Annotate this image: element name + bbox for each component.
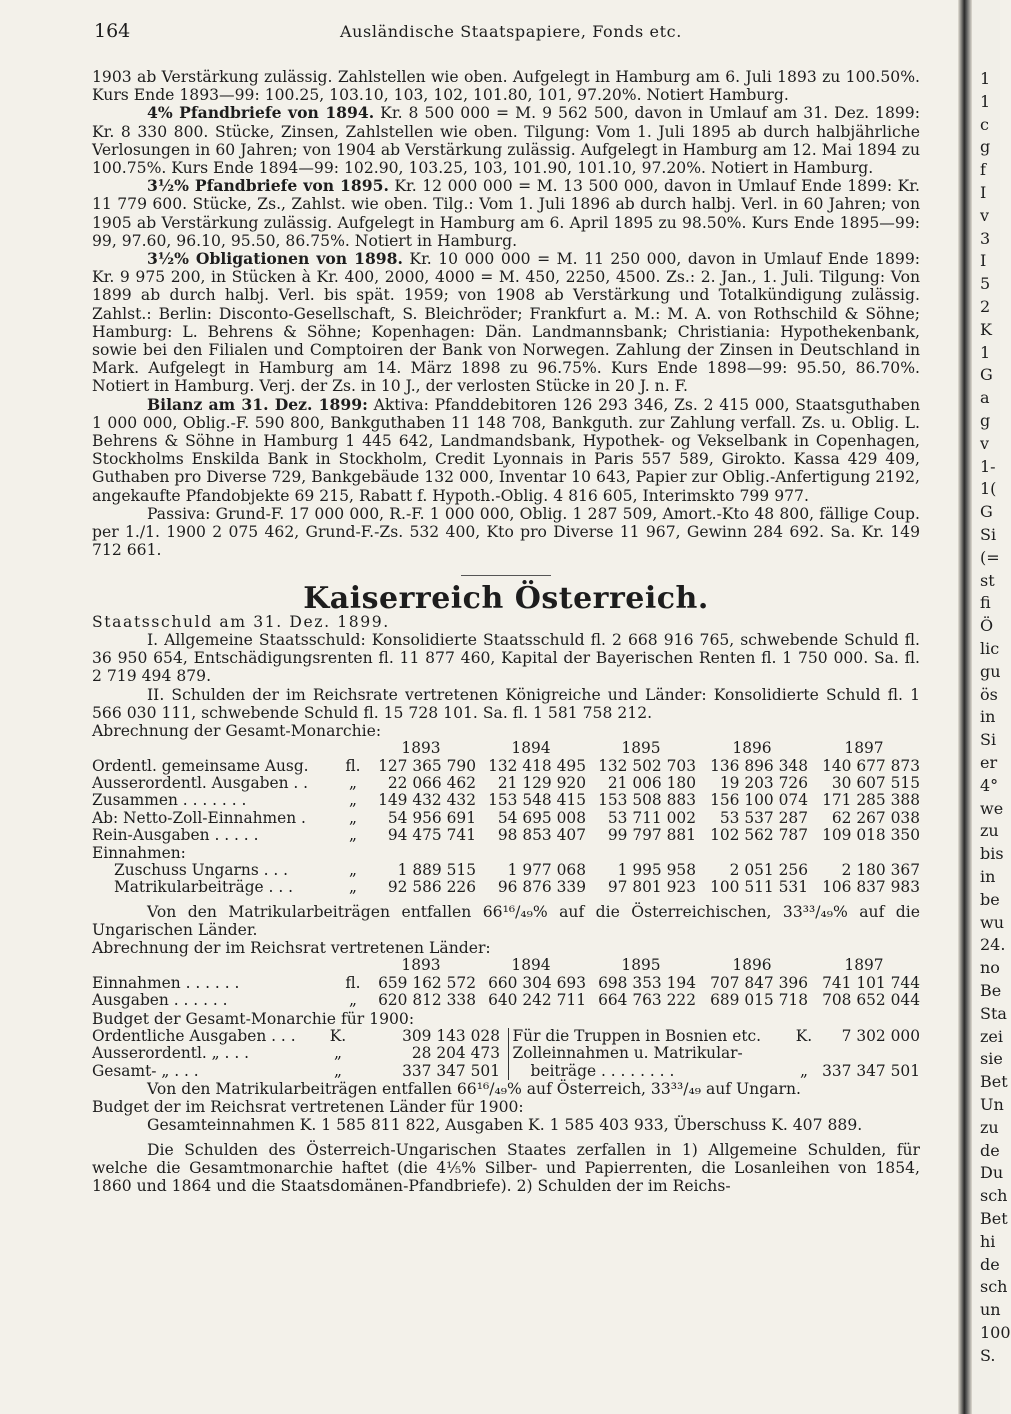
year-header: 1894 — [511, 956, 551, 975]
budget-left-unit: „ — [334, 1061, 342, 1080]
intro-paragraph-1: 1903 ab Verstärkung zulässig. Zahlstellen wie oben. Aufgelegt in Hamburg am 6. Juli 1893 zu 100.50%. Kurs Ende 1893—99: 100.25, 103.10, 103, 102, 101.80, 101, 97.20%. Notiert Hamburg. — [92, 68, 920, 105]
row-label: Ausgaben . . . . . . — [92, 991, 228, 1010]
cell: 664 763 222 — [598, 991, 696, 1010]
cell: 132 502 703 — [598, 756, 696, 775]
adjacent-page-glyph: Be — [980, 981, 1002, 1000]
budget-right-label: Für die Truppen in Bosnien etc. — [512, 1026, 762, 1045]
adjacent-page-glyph: wu — [980, 912, 1004, 932]
adjacent-page-glyph: zei — [980, 1026, 1004, 1046]
adjacent-page-glyph: lic — [980, 639, 1000, 658]
cell: 156 100 074 — [710, 791, 808, 810]
closing-paragraph: Die Schulden des Österreich-Ungarischen Staates zerfallen in 1) Allgemeine Schulden, für welche die Gesamtmonarchie haftet (die 4⅕% Silber- und Papierrenten, die Losanleihen von 1854, 1860 und 1864 und die Staatsdomänen-Pfandbriefe). 2) Schulden der im Reichs- — [92, 1140, 920, 1196]
adjacent-page-glyph: Bet — [980, 1072, 1008, 1092]
state-debt-paragraph-1: I. Allgemeine Staatsschuld: Konsolidierte Staatsschuld fl. 2 668 916 765, schwebende Schuld fl. 36 950 654, Entschädigungsrenten fl. 11 877 460, Kapital der Bayerischen Renten fl. 1 750 000. Sa. fl. 2 719 494 879. — [92, 630, 920, 686]
table-subheading-row — [92, 845, 920, 862]
table-row — [92, 1063, 920, 1080]
table2-year-row — [92, 957, 920, 974]
budget-left-value: 309 143 028 — [402, 1026, 500, 1045]
adjacent-page-glyph: 1( — [980, 479, 997, 499]
adjacent-page-glyph: un — [980, 1300, 1001, 1320]
row-label: Rein-Ausgaben . . . . . — [92, 826, 259, 845]
row-label: Einnahmen . . . . . . — [92, 973, 240, 992]
adjacent-page-glyph: v — [980, 433, 990, 453]
cell: 21 129 920 — [497, 773, 586, 792]
cell: 640 242 711 — [488, 991, 586, 1010]
row-label: Zuschuss Ungarns . . . — [114, 860, 289, 879]
budget-right-unit: „ — [800, 1061, 808, 1080]
text-column — [92, 68, 920, 1195]
row-unit: „ — [349, 991, 357, 1010]
year-header: 1893 — [401, 956, 441, 975]
cell: 53 537 287 — [719, 808, 808, 827]
adjacent-page-glyph: I — [980, 183, 987, 202]
budget-caption: Budget der Gesamt-Monarchie für 1900: — [92, 1009, 415, 1028]
adjacent-page-glyph: in — [980, 867, 996, 886]
monarchy-accounts-table — [92, 740, 920, 897]
row-label: Ab: Netto-Zoll-Einnahmen . — [92, 808, 306, 827]
cell: 62 267 038 — [831, 808, 920, 827]
cell: 106 837 983 — [822, 878, 920, 897]
cell: 19 203 726 — [719, 773, 808, 792]
adjacent-page-glyph: Si — [980, 525, 997, 544]
adjacent-page-glyph: g — [980, 411, 991, 430]
adjacent-page-glyph: 5 — [980, 274, 991, 294]
cell: 149 432 432 — [378, 791, 476, 810]
adjacent-page-glyph: ös — [980, 684, 998, 704]
budget-left-label: Ordentliche Ausgaben . . . — [92, 1026, 296, 1045]
cell: 698 353 194 — [598, 973, 696, 992]
adjacent-page-glyph: sie — [980, 1049, 1003, 1069]
cell: 53 711 002 — [607, 808, 696, 827]
adjacent-page-glyph: be — [980, 889, 1000, 909]
adjacent-page-glyph: 4° — [980, 775, 999, 795]
row-label: Ordentl. gemeinsame Ausg. — [92, 756, 309, 775]
row-unit: fl. — [345, 756, 361, 775]
budget2-caption: Budget der im Reichsrat vertretenen Länder für 1900: — [92, 1098, 524, 1117]
budget-note: Von den Matrikularbeiträgen entfallen 66¹⁶/₄₉% auf Österreich, 33³³/₄₉ auf Ungarn. — [147, 1080, 801, 1099]
adjacent-page-glyph: 100 — [980, 1323, 1011, 1342]
table-row — [92, 1045, 920, 1062]
table-row — [92, 792, 920, 809]
row-label: Matrikularbeiträge . . . — [114, 878, 294, 897]
adjacent-page-glyph: c — [980, 114, 989, 134]
page-number: 164 — [94, 20, 131, 42]
year-header: 1894 — [511, 739, 551, 758]
budget-left-value: 337 347 501 — [402, 1061, 500, 1080]
adjacent-page-glyph: zu — [980, 1117, 999, 1137]
adjacent-page-glyph: Sta — [980, 1003, 1007, 1023]
balance-passiva-paragraph: Passiva: Grund-F. 17 000 000, R.-F. 1 000 000, Oblig. 1 287 509, Amort.-Kto 48 800, fällige Coup. per 1./1. 1900 2 075 462, Grund-F.-Zs. 532 400, Kto pro Diverse 11 967, Gewinn 284 692. Sa. Kr. 149 712 661. — [92, 504, 920, 560]
cell: 109 018 350 — [822, 826, 920, 845]
adjacent-page-glyph: f — [980, 160, 986, 180]
adjacent-page-glyph: st — [980, 570, 995, 590]
row-unit: fl. — [345, 973, 361, 992]
year-header: 1895 — [621, 739, 661, 758]
table2-caption: Abrechnung der im Reichsrat vertretenen Länder: — [92, 939, 491, 958]
budget-left-unit: „ — [334, 1044, 342, 1063]
adjacent-page-glyph: sch — [980, 1186, 1008, 1206]
balance-aktiva-paragraph: Bilanz am 31. Dez. 1899: Aktiva: Pfanddebitoren 126 293 346, Zs. 2 415 000, Staatsguthaben 1 000 000, Oblig.-F. 590 800, Bankguthaben 11 148 708, Bankguth. zur Zahlung verfall. Zs. u. Oblig. L. Behrens & Söhne in Hamburg 1 445 642, Landmandsbank, Hypothek- og Vekselbank in Copenhagen, Stockholms Enskilda Bank in Stockholm, Credit Lyonnais in Paris 557 589, Girokto. Kassa 429 409, Guthaben pro Diverse 729, Bankgebäude 132 000, Inventar 10 643, Papier zur Oblig.-Anfertigung 2192, angekaufte Pfandobjekte 69 215, Rabatt f. Hypoth.-Oblig. 4 816 605, Interimskto 799 977. — [92, 394, 920, 505]
adjacent-page-glyph: gu — [980, 661, 1001, 681]
cell: 1 889 515 — [397, 860, 476, 879]
adjacent-page-glyph: fi — [980, 593, 991, 613]
cell: 659 162 572 — [378, 973, 476, 992]
table-row — [92, 827, 920, 844]
cell: 660 304 693 — [488, 973, 586, 992]
table-row — [92, 1028, 920, 1045]
cell: 21 006 180 — [607, 773, 696, 792]
cell: 127 365 790 — [378, 756, 476, 775]
table-row — [92, 758, 920, 775]
budget2-line: Gesamteinnahmen K. 1 585 811 822, Ausgaben K. 1 585 403 933, Überschuss K. 407 889. — [147, 1116, 863, 1135]
budget-left-unit: K. — [329, 1026, 347, 1045]
adjacent-page-glyph: 24. — [980, 935, 1006, 955]
adjacent-page-glyph: de — [980, 1140, 1000, 1160]
adjacent-page-glyph: 1 — [980, 91, 991, 111]
row-unit: „ — [349, 860, 357, 879]
row-unit: „ — [349, 826, 357, 845]
adjacent-page-glyph: G — [980, 365, 993, 385]
table-row — [92, 992, 920, 1009]
adjacent-page-glyph: Bet — [980, 1209, 1008, 1228]
cell: 99 797 881 — [607, 826, 696, 845]
budget-right-value — [818, 1045, 920, 1062]
adjacent-page-glyph: sch — [980, 1277, 1008, 1297]
section-divider — [461, 575, 551, 576]
budget-left-label: Gesamt- „ . . . — [92, 1061, 199, 1080]
row-unit: „ — [349, 773, 357, 792]
adjacent-page-fragment — [972, 0, 1011, 1414]
table-row — [92, 975, 920, 992]
budget-left-value: 28 204 473 — [411, 1044, 500, 1063]
table-row — [92, 775, 920, 792]
cell: 708 652 044 — [822, 991, 920, 1010]
cell: 689 015 718 — [710, 991, 808, 1010]
row-unit: „ — [349, 808, 357, 827]
running-title: Ausländische Staatspapiere, Fonds etc. — [340, 22, 682, 41]
adjacent-page-glyph: 1 — [980, 342, 991, 362]
cell: 22 066 462 — [387, 773, 476, 792]
adjacent-page-glyph: no — [980, 958, 1000, 978]
budget-right-label: Zolleinnahmen u. Matrikular- — [512, 1044, 743, 1063]
adjacent-page-glyph: v — [980, 205, 990, 225]
cell: 92 586 226 — [387, 878, 476, 897]
adjacent-page-glyph: we — [980, 798, 1004, 818]
cell: 2 051 256 — [729, 860, 808, 879]
adjacent-page-glyph: Du — [980, 1163, 1004, 1183]
table1-caption: Abrechnung der Gesamt-Monarchie: — [92, 721, 382, 740]
cell: 153 508 883 — [598, 791, 696, 810]
year-header: 1896 — [732, 956, 772, 975]
year-header: 1895 — [621, 956, 661, 975]
intro-paragraph-2: 4% Pfandbriefe von 1894. Kr. 8 500 000 = M. 9 562 500, davon in Umlauf am 31. Dez. 1899: Kr. 8 330 800. Stücke, Zinsen, Zahlstellen wie oben. Tilgung: Vom 1. Juli 1895 ab durch halbjährliche Verlosungen in 60 Jahren; von 1904 ab Verstärkung zulässig. Aufgelegt in Hamburg am 12. Mai 1894 zu 100.75%. Kurs Ende 1894—99: 102.90, 103.25, 103, 101.90, 101.10, 97.20%. Notiert in Hamburg. — [92, 103, 920, 178]
year-header: 1897 — [844, 739, 884, 758]
budget-table — [92, 1028, 920, 1080]
table1-note: Von den Matrikularbeiträgen entfallen 66¹⁶/₄₉% auf die Österreichischen, 33³³/₄₉% auf die Ungarischen Länder. — [92, 902, 920, 939]
table-row — [92, 879, 920, 896]
year-header: 1893 — [401, 739, 441, 758]
adjacent-page-glyph: Un — [980, 1095, 1004, 1114]
cell: 132 418 495 — [488, 756, 586, 775]
subheading-label: Einnahmen: — [92, 843, 186, 862]
adjacent-page-glyph: zu — [980, 821, 999, 841]
table-row — [92, 862, 920, 879]
cell: 1 995 958 — [617, 860, 696, 879]
cell: 98 853 407 — [497, 826, 586, 845]
adjacent-page-glyph: 3 — [980, 228, 991, 248]
cell: 140 677 873 — [822, 756, 920, 775]
cell: 100 511 531 — [710, 878, 808, 897]
cell: 94 475 741 — [387, 826, 476, 845]
intro-paragraph-4: 3½% Obligationen von 1898. Kr. 10 000 000 = M. 11 250 000, davon in Umlauf Ende 1899: Kr. 9 975 200, in Stücken à Kr. 400, 2000, 4000 = M. 450, 2250, 4500. Zs.: 2. Jan., 1. Juli. Tilgung: Von 1899 ab durch halbj. Verl. bis spät. 1959; von 1908 ab Verstärkung und Totalkündigung zulässig. Zahlst.: Berlin: Disconto-Gesellschaft, S. Bleichröder; Frankfurt a. M.: M. A. von Rothschild & Söhne; Hamburg: L. Behrens & Söhne; Kopenhagen: Dän. Landmannsbank; Christiania: Hypothekenbank, sowie bei den Filialen und Comptoiren der Bank von Norwegen. Zahlung der Zinsen in Deutschland in Mark. Aufgelegt in Hamburg am 14. März 1898 zu 96.75%. Kurs Ende 1898—99: 95.50, 86.70%. Notiert in Hamburg. Verj. der Zs. in 10 J., der verlosten Stücke in 20 J. n. F. — [92, 249, 920, 396]
row-label: Zusammen . . . . . . . — [92, 791, 247, 810]
cell: 707 847 396 — [710, 973, 808, 992]
table1-year-row — [92, 740, 920, 757]
intro-paragraph-3: 3½% Pfandbriefe von 1895. Kr. 12 000 000 = M. 13 500 000, davon in Umlauf Ende 1899: Kr. 11 779 600. Stücke, Zs., Zahlst. wie oben. Tilg.: Vom 1. Juli 1896 ab durch halbj. Verl. in 60 Jahren; von 1905 ab Verstärkung zulässig. Aufgelegt in Hamburg am 6. April 1895 zu 98.50%. Kurs Ende 1895—99: 99, 97.60, 96.10, 95.50, 86.75%. Notiert in Hamburg. — [92, 176, 921, 250]
adjacent-page-glyph: G — [980, 502, 993, 522]
adjacent-page-glyph: (= — [980, 547, 1000, 567]
year-header: 1897 — [844, 956, 884, 975]
adjacent-page-glyph: K — [980, 319, 992, 339]
budget-right-value: 337 347 501 — [822, 1061, 920, 1080]
adjacent-page-glyph: I — [980, 251, 987, 271]
adjacent-page-glyph: a — [980, 388, 990, 408]
budget-right-unit: K. — [795, 1026, 813, 1045]
cell: 741 101 744 — [822, 973, 920, 992]
adjacent-page-glyph: 2 — [980, 297, 991, 316]
budget-right-unit — [790, 1045, 818, 1062]
reichsrat-accounts-table — [92, 957, 920, 1009]
adjacent-page-glyph: de — [980, 1254, 1000, 1274]
book-gutter — [958, 0, 972, 1414]
adjacent-page-glyph: hi — [980, 1231, 996, 1251]
year-header: 1896 — [732, 739, 772, 758]
adjacent-page-glyph: Ö — [980, 616, 994, 636]
budget-left-label: Ausserordentl. „ . . . — [92, 1044, 250, 1063]
state-debt-paragraph-2: II. Schulden der im Reichsrate vertretenen Königreiche und Länder: Konsolidierte Schuld fl. 1 566 030 111, schwebende Schuld fl. 15 728 101. Sa. fl. 1 581 758 212. — [92, 685, 920, 722]
cell: 171 285 388 — [822, 791, 920, 810]
cell: 54 956 691 — [387, 808, 476, 827]
cell: 97 801 923 — [607, 878, 696, 897]
adjacent-page-glyph: S. — [980, 1345, 996, 1365]
cell: 102 562 787 — [710, 826, 808, 845]
row-unit: „ — [349, 791, 357, 810]
adjacent-page-glyph: 1 — [980, 69, 991, 88]
adjacent-page-glyph: er — [980, 753, 998, 772]
cell: 96 876 339 — [497, 878, 586, 897]
section-subtitle: Staatsschuld am 31. Dez. 1899. — [92, 612, 390, 631]
cell: 620 812 338 — [378, 991, 476, 1010]
cell: 136 896 348 — [710, 756, 808, 775]
adjacent-page-glyph: bis — [980, 844, 1004, 864]
adjacent-page-glyph: 1- — [980, 456, 996, 476]
cell: 1 977 068 — [507, 860, 586, 879]
budget-right-label: beiträge . . . . . . . . — [530, 1061, 675, 1080]
row-unit: „ — [349, 878, 357, 897]
row-label: Ausserordentl. Ausgaben . . — [92, 773, 309, 792]
section-title: Kaiserreich Österreich. — [303, 581, 709, 617]
cell: 54 695 008 — [497, 808, 586, 827]
adjacent-page-glyph: Si — [980, 730, 997, 750]
cell: 153 548 415 — [488, 791, 586, 810]
adjacent-page-glyph: g — [980, 137, 991, 157]
adjacent-page-glyph: in — [980, 707, 996, 727]
table-row — [92, 810, 920, 827]
budget-right-value: 7 302 000 — [841, 1026, 920, 1045]
cell: 30 607 515 — [831, 773, 920, 792]
cell: 2 180 367 — [841, 860, 920, 879]
